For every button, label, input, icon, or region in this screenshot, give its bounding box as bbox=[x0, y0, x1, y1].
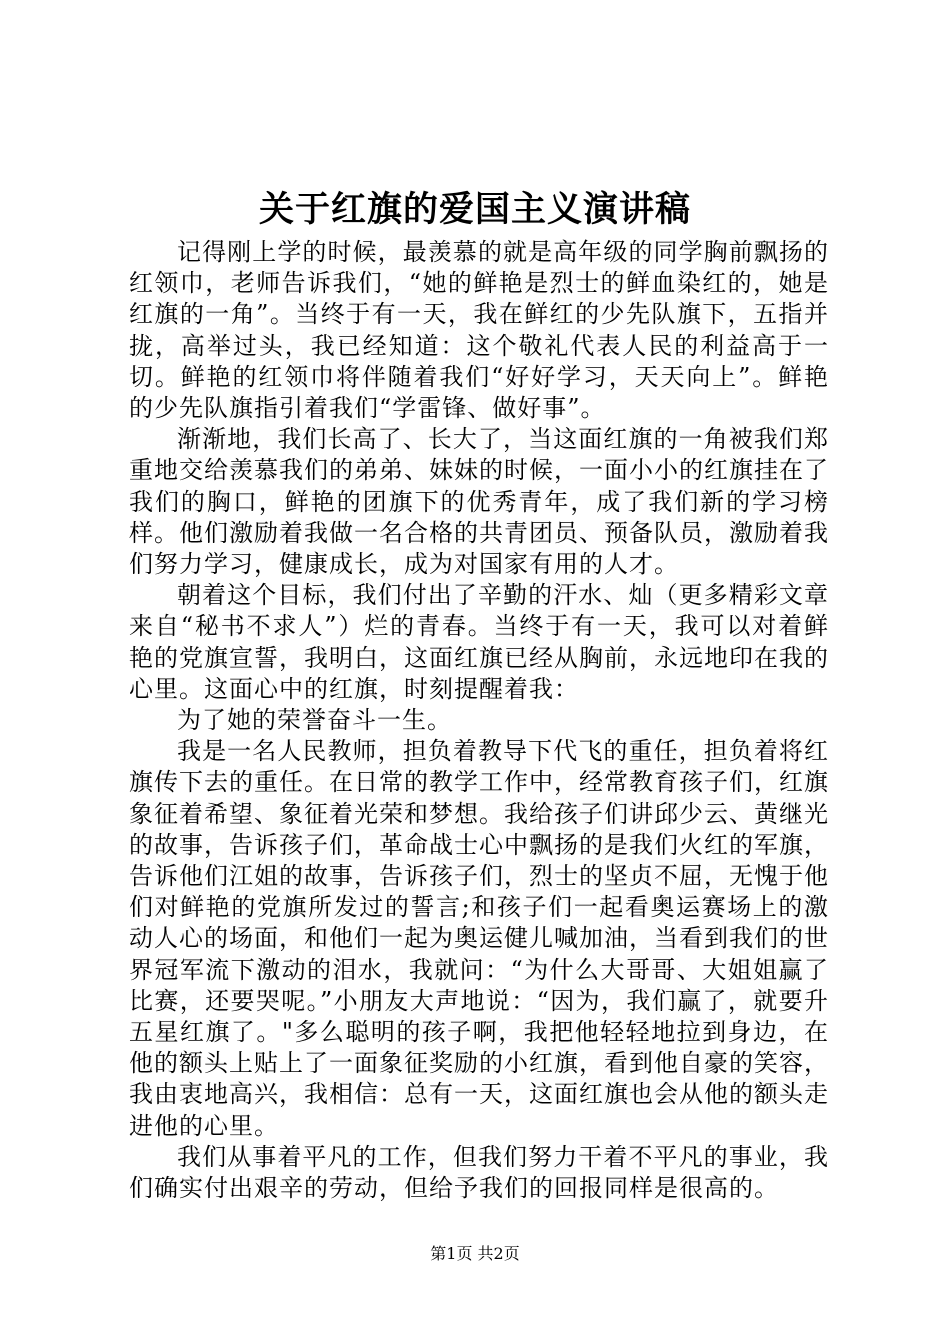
page-footer: 第1页 共2页 bbox=[430, 1244, 520, 1263]
paragraph: 渐渐地，我们长高了、长大了，当这面红旗的一角被我们郑重地交给羡慕我们的弟弟、妹妹的时候，一面小小的红旗挂在了我们的胸口，鲜艳的团旗下的优秀青年，成了我们新的学习榜样。他们激励着我做一名合格的共青团员、预备队员，激励着我们努力学习，健康成长，成为对国家有用的人才。 bbox=[129, 425, 829, 579]
document-title: 关于红旗的爱国主义演讲稿 bbox=[258, 189, 691, 230]
paragraph: 我是一名人民教师，担负着教导下代飞的重任，担负着将红旗传下去的重任。在日常的教学工作中，经常教育孩子们，红旗象征着希望、象征着光荣和梦想。我给孩子们讲邱少云、黄继光的故事，告诉孩子们，革命战士心中飘扬的是我们火红的军旗，告诉他们江姐的故事，告诉孩子们，烈士的坚贞不屈，无愧于他们对鲜艳的党旗所发过的誓言;和孩子们一起看奥运赛场上的激动人心的场面，和他们一起为奥运健儿喊加油，当看到我们的世界冠军流下激动的泪水，我就问：“为什么大哥哥、大姐姐赢了比赛，还要哭呢。”小朋友大声地说：“因为，我们赢了，就要升五星红旗了。"多么聪明的孩子啊，我把他轻轻地拉到身边，在他的额头上贴上了一面象征奖励的小红旗，看到他自豪的笑容，我由衷地高兴，我相信：总有一天，这面红旗也会从他的额头走进他的心里。 bbox=[129, 737, 829, 1140]
paragraph: 朝着这个目标，我们付出了辛勤的汗水、灿（更多精彩文章来自“秘书不求人”）烂的青春。当终于有一天，我可以对着鲜艳的党旗宣誓，我明白，这面红旗已经从胸前，永远地印在我的心里。这面心中的红旗，时刻提醒着我： bbox=[129, 581, 829, 703]
paragraph: 我们从事着平凡的工作，但我们努力干着不平凡的事业，我们确实付出艰辛的劳动，但给予我们的回报同样是很高的。 bbox=[129, 1142, 829, 1203]
document-body bbox=[129, 237, 829, 1204]
paragraph: 记得刚上学的时候，最羡慕的就是高年级的同学胸前飘扬的红领巾，老师告诉我们，“她的鲜艳是烈士的鲜血染红的，她是红旗的一角”。当终于有一天，我在鲜红的少先队旗下，五指并拢，高举过头，我已经知道：这个敬礼代表人民的利益高于一切。鲜艳的红领巾将伴随着我们“好好学习，天天向上”。鲜艳的少先队旗指引着我们“学雷锋、做好事”。 bbox=[129, 238, 829, 423]
paragraph: 为了她的荣誉奋斗一生。 bbox=[177, 706, 452, 735]
